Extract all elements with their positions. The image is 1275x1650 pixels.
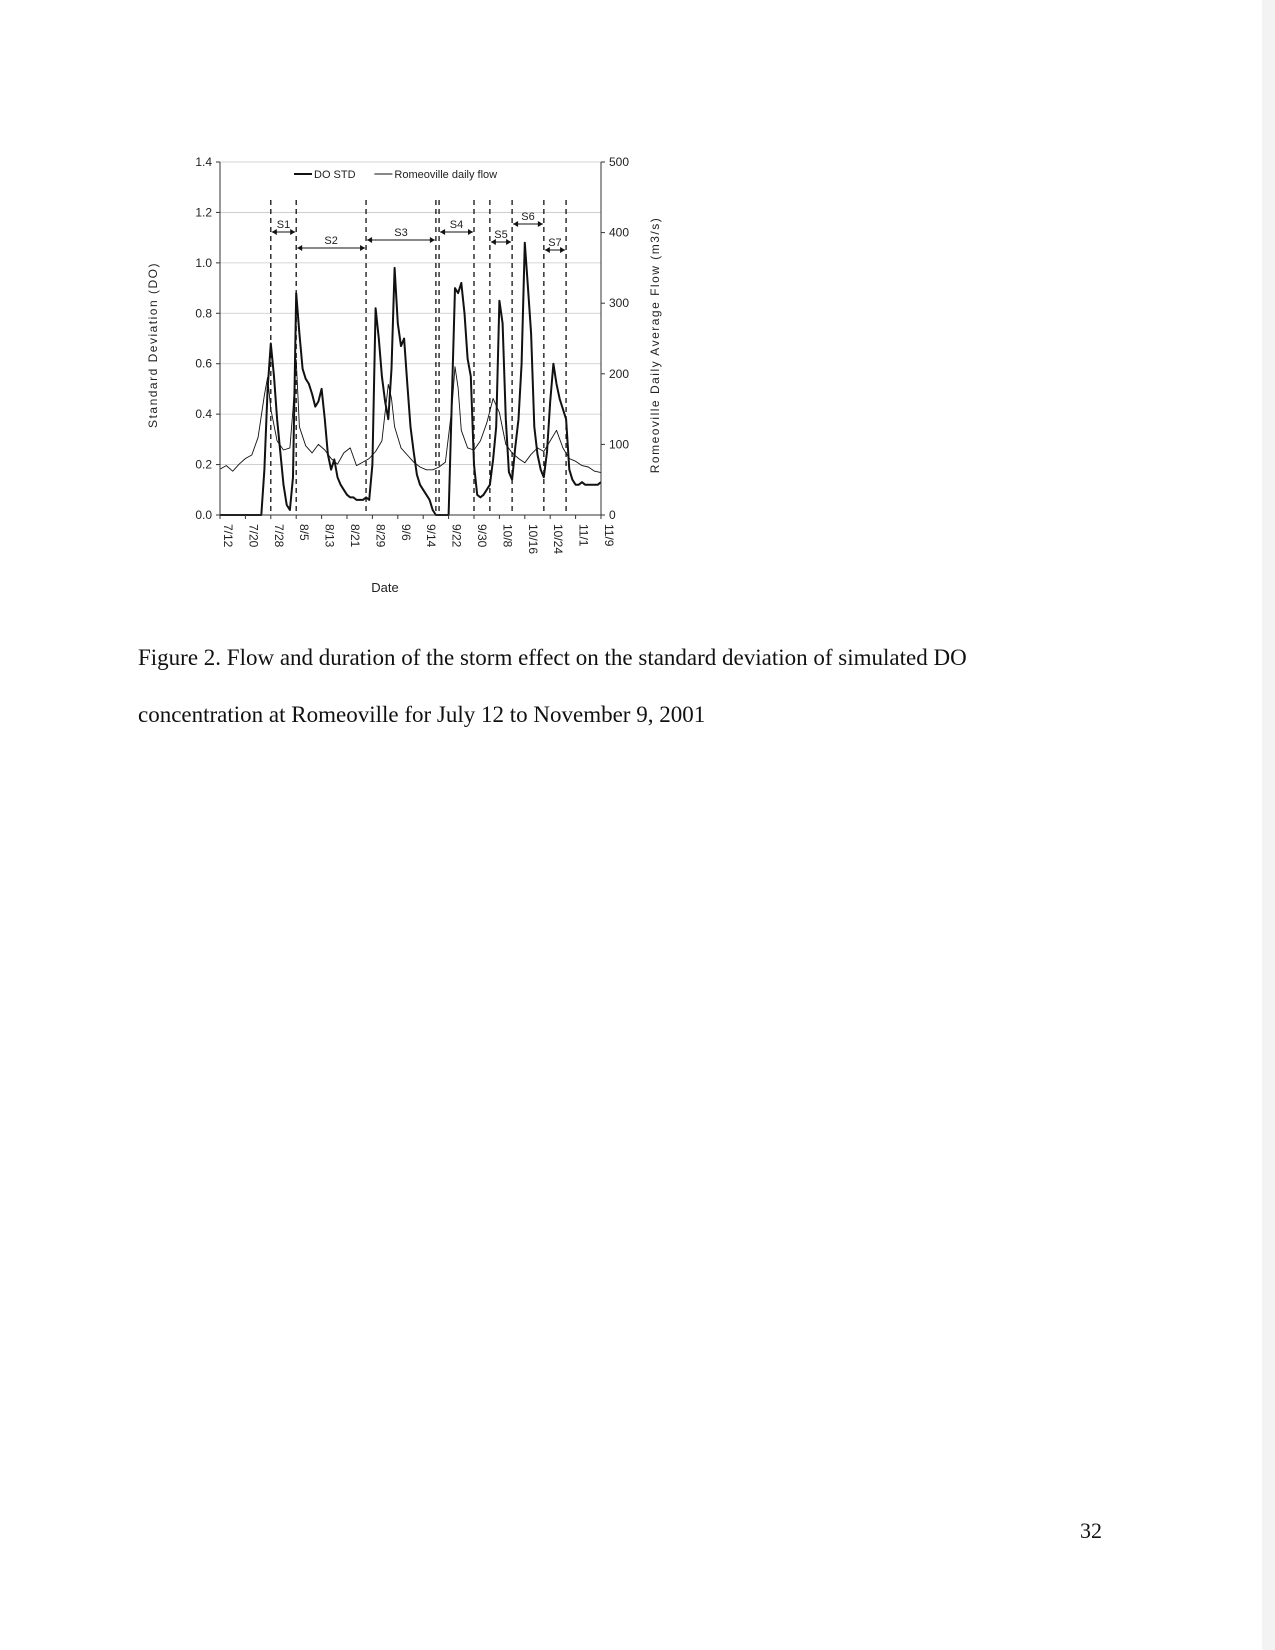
storm-do-chart <box>0 0 1275 600</box>
y-tick-label: 0.2 <box>195 457 212 472</box>
figure-caption-line-1: Figure 2. Flow and duration of the storm effect on the standard deviation of simulated DO <box>138 645 967 670</box>
y-tick-label: 0.0 <box>195 508 212 522</box>
storm-label: S2 <box>324 235 338 247</box>
y2-tick-label: 0 <box>609 508 616 522</box>
x-tick-label: 10/24 <box>551 524 566 555</box>
y-tick-label: 1.4 <box>195 155 212 169</box>
legend <box>294 169 497 181</box>
storm-arrow-head <box>290 229 295 235</box>
y2-tick-label: 100 <box>609 437 630 452</box>
storm-label: S7 <box>548 237 562 249</box>
figure-caption-line-2: concentration at Romeoville for July 12 to November 9, 2001 <box>138 702 706 727</box>
y-tick-label: 0.4 <box>195 407 212 422</box>
scan-edge <box>1262 0 1275 1650</box>
y-tick-label: 1.0 <box>195 255 212 270</box>
y2-tick-label: 300 <box>609 296 630 311</box>
storm-label: S4 <box>449 219 464 231</box>
x-tick-label: 7/20 <box>246 524 261 548</box>
storm-arrow-head <box>538 221 543 227</box>
storm-arrow-head <box>468 229 473 235</box>
y2-axis-title: Romeoville Daily Average Flow (m3/s) <box>648 216 662 474</box>
x-tick-label: 10/8 <box>500 524 515 548</box>
storm-arrow-head <box>440 229 445 235</box>
x-tick-label: 9/6 <box>398 524 413 541</box>
y-axis-title: Standard Deviation (DO) <box>146 262 160 428</box>
y2-tick-label: 500 <box>609 155 630 169</box>
storm-arrow-head <box>360 245 365 251</box>
y2-tick-label: 200 <box>609 366 630 381</box>
x-tick-label: 10/16 <box>525 524 540 555</box>
y-tick-label: 1.2 <box>195 205 212 220</box>
storm-label: S6 <box>521 211 535 223</box>
x-tick-label: 8/13 <box>322 524 337 548</box>
x-tick-label: 11/9 <box>602 524 616 547</box>
x-tick-label: 7/28 <box>271 524 286 548</box>
x-tick-label: 7/12 <box>221 524 235 548</box>
y-tick-label: 0.6 <box>195 356 212 371</box>
y2-tick-label: 400 <box>609 225 630 240</box>
x-axis-title: Date <box>371 580 399 595</box>
x-tick-label: 8/5 <box>297 524 312 541</box>
y-tick-label: 0.8 <box>195 306 212 321</box>
page-number: 32 <box>1080 1518 1102 1543</box>
storm-label: S5 <box>494 229 508 241</box>
storm-arrow-head <box>513 221 518 227</box>
x-tick-label: 9/30 <box>475 524 489 548</box>
storm-arrow-head <box>430 237 435 243</box>
storm-label: S1 <box>276 219 291 231</box>
x-tick-label: 11/1 <box>576 524 591 547</box>
legend-label: DO STD <box>314 169 356 181</box>
x-tick-label: 8/21 <box>348 524 362 548</box>
legend-label: Romeoville daily flow <box>394 169 498 181</box>
axes <box>195 155 629 554</box>
storm-arrow-head <box>367 237 372 243</box>
storm-arrow-head <box>297 245 302 251</box>
x-tick-label: 9/22 <box>449 524 464 548</box>
x-tick-label: 9/14 <box>424 524 439 548</box>
x-tick-label: 8/29 <box>373 524 388 548</box>
storm-label: S3 <box>394 227 408 239</box>
